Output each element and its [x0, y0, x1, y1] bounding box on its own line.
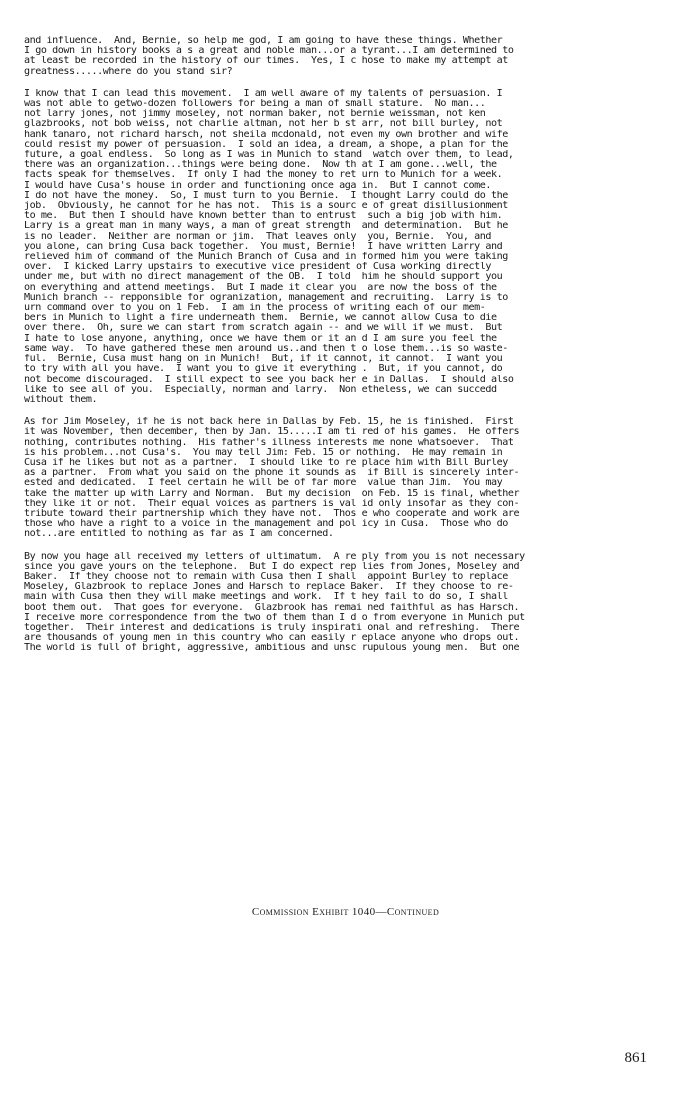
text-line: glazbrooks, not bob weiss, not charlie altman, not her b st arr, not bill burley, not — [24, 119, 503, 130]
text-line: Moseley, Glazbrook to replace Jones and Harsch to replace Baker. If they choose to re- — [24, 582, 514, 593]
text-line: I go down in history books a s a great and noble man...or a tyrant...I am determined to — [24, 46, 514, 57]
text-line: it was November, then december, then by Jan. 15.....I am ti red of his games. He offers — [24, 427, 520, 438]
text-line: facts speak for themselves. If only I had the money to ret urn to Munich for a week. — [24, 170, 503, 181]
text-line: ful. Bernie, Cusa must hang on in Munich! But, if it cannot, it cannot. I want you — [24, 354, 503, 365]
paragraph — [24, 552, 654, 654]
text-line: without them. — [24, 394, 98, 405]
text-line: take the matter up with Larry and Norman. But my decision on Feb. 15 is final, whether — [24, 488, 520, 499]
text-line: boot them out. That goes for everyone. Glazbrook has remai ned faithful as has Harsch. — [24, 602, 520, 613]
exhibit-caption: Commission Exhibit 1040—Continued — [251, 906, 440, 918]
text-line: main with Cusa then they will make meetings and work. If t hey fail to do so, I shall — [24, 592, 508, 603]
text-line: are thousands of young men in this country who can easily r eplace anyone who drops out. — [24, 633, 520, 644]
paragraph — [24, 417, 654, 539]
text-line: By now you hage all received my letters of ultimatum. A re ply from you is not necessary — [24, 551, 525, 562]
text-line: urn command over to you on 1 Feb. I am in the process of writing each of our mem- — [24, 303, 486, 314]
text-line: like to see all of you. Especially, norman and larry. Non etheless, we can succedd — [24, 384, 497, 395]
text-line: Cusa if he likes but not as a partner. I should like to re place him with Bill Burley — [24, 457, 508, 468]
text-line: I hate to lose anyone, anything, once we have them or it an d I am sure you feel the — [24, 333, 497, 344]
text-line: nothing, contributes nothing. His father's illness interests me none whatsoever. That — [24, 437, 514, 448]
text-line: greatness.....where do you stand sir? — [24, 66, 233, 77]
text-line: to try with all you have. I want you to give it everything . But, if you cannot, do — [24, 364, 503, 375]
page-number: 861 — [624, 1050, 647, 1066]
text-line: could resist my power of persuasion. I sold an idea, a dream, a shope, a plan for the — [24, 139, 508, 150]
text-line: relieved him of command of the Munich Branch of Cusa and in formed him you were taking — [24, 252, 508, 263]
text-line: is his problem...not Cusa's. You may tell Jim: Feb. 15 or nothing. He may remain in — [24, 447, 503, 458]
text-line: on everything and attend meetings. But I made it clear you are now the boss of the — [24, 282, 497, 293]
text-line: Munich branch -- repponsible for ogranization, management and recruiting. Larry is to — [24, 292, 508, 303]
text-line: was not able to getwo-dozen followers for being a man of small stature. No man... — [24, 99, 486, 110]
text-line: Baker. If they choose not to remain with Cusa then I shall appoint Burley to replace — [24, 571, 508, 582]
text-line: to me. But then I should have known better than to entrust such a big job with him. — [24, 211, 503, 222]
text-line: future, a goal endless. So long as I was in Munich to stand watch over them, to lead, — [24, 150, 514, 161]
paragraph — [24, 36, 654, 77]
text-line: those who have a right to a voice in the management and pol icy in Cusa. Those who do — [24, 519, 508, 530]
text-line: under me, but with no direct management of the OB. I told him he should support you — [24, 272, 503, 283]
text-line: I know that I can lead this movement. I am well aware of my talents of persuasion. I — [24, 88, 503, 99]
text-line: As for Jim Moseley, if he is not back here in Dallas by Feb. 15, he is finished. First — [24, 417, 514, 428]
text-line: ested and dedicated. I feel certain he will be of far more value than Jim. You may — [24, 478, 503, 489]
text-line: bers in Munich to light a fire underneath them. Bernie, we cannot allow Cusa to die — [24, 313, 497, 324]
text-line: they like it or not. Their equal voices as partners is val id only insofar as they con- — [24, 498, 520, 509]
text-line: over. I kicked Larry upstairs to executive vice president of Cusa working directly — [24, 262, 492, 273]
text-line: you alone, can bring Cusa back together. You must, Bernie! I have written Larry and — [24, 241, 503, 252]
text-line: not larry jones, not jimmy moseley, not norman baker, not bernie weissman, not ken — [24, 109, 486, 120]
text-line: Larry is a great man in many ways, a man of great strength and determination. But he — [24, 221, 508, 232]
text-line: I receive more correspondence from the two of them than I d o from everyone in Munich put — [24, 612, 525, 623]
text-line: at least be recorded in the history of our times. Yes, I c hose to make my attempt at — [24, 56, 508, 67]
text-line: over there. Oh, sure we can start from scratch again -- and we will if we must. But — [24, 323, 503, 334]
text-line: not become discouraged. I still expect to see you back her e in Dallas. I should also — [24, 374, 514, 385]
text-line: there was an organization...things were being done. Now th at I am gone...well, the — [24, 160, 497, 171]
text-line: job. Obviously, he cannot for he has not. This is a sourc e of great disillusionment — [24, 201, 508, 212]
text-line: and influence. And, Bernie, so help me god, I am going to have these things. Whether — [24, 36, 503, 46]
text-line: I do not have the money. So, I must turn to you Bernie. I thought Larry could do the — [24, 190, 508, 201]
text-line: same way. To have gathered these men around us..and then t o lose them...is so waste- — [24, 343, 508, 354]
text-line: since you gave yours on the telephone. But I do expect rep lies from Jones, Moseley and — [24, 561, 520, 572]
text-line: tribute toward their partnership which they have not. Thos e who cooperate and work are — [24, 508, 520, 519]
text-line: together. Their interest and dedications is truly inspirati onal and refreshing. There — [24, 622, 520, 633]
text-line: The world is full of bright, aggressive, ambitious and unsc rupulous young men. But one — [24, 643, 520, 654]
text-line: I would have Cusa's house in order and functioning once aga in. But I cannot come. — [24, 180, 492, 191]
text-line: as a partner. From what you said on the phone it sounds as if Bill is sincerely inter- — [24, 468, 520, 479]
paragraph — [24, 89, 654, 405]
text-line: hank tanaro, not richard harsch, not sheila mcdonald, not even my own brother and wife — [24, 129, 508, 140]
letter-body — [24, 36, 654, 666]
text-line: not...are entitled to nothing as far as I am concerned. — [24, 529, 334, 540]
text-line: is no leader. Neither are norman or jim. That leaves only you, Bernie. You, and — [24, 231, 492, 242]
